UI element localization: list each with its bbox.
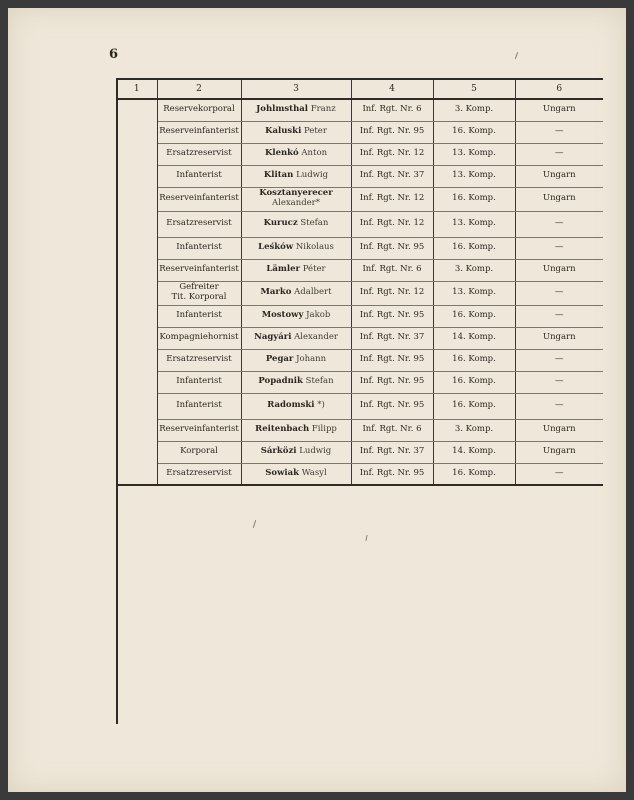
company-cell: 3. Komp. bbox=[433, 99, 515, 121]
unit-cell: Inf. Rgt. Nr. 37 bbox=[351, 327, 433, 349]
unit-cell: Inf. Rgt. Nr. 95 bbox=[351, 371, 433, 393]
table-row bbox=[117, 211, 603, 237]
rank-text: Reserveinfanterist bbox=[159, 424, 239, 435]
note-cell: — bbox=[515, 211, 603, 237]
unit-cell: Inf. Rgt. Nr. 95 bbox=[351, 393, 433, 419]
note-cell: Ungarn bbox=[515, 441, 603, 463]
casualty-table bbox=[117, 78, 603, 486]
given-name: Stefan bbox=[300, 218, 329, 229]
surname: Kaluski bbox=[265, 126, 302, 137]
header-row bbox=[117, 79, 603, 99]
note-cell: Ungarn bbox=[515, 165, 603, 187]
unit-cell: Inf. Rgt. Nr. 12 bbox=[351, 143, 433, 165]
given-name: Adalbert bbox=[294, 287, 332, 298]
rank-cell bbox=[157, 371, 241, 393]
surname: Klenkó bbox=[264, 148, 299, 159]
company-cell: 16. Komp. bbox=[433, 121, 515, 143]
surname: Kurucz bbox=[263, 218, 298, 229]
table-row bbox=[117, 143, 603, 165]
name-cell bbox=[241, 327, 351, 349]
rank-cell bbox=[157, 99, 241, 121]
rank-text: Infanterist bbox=[176, 310, 222, 321]
rank-cell bbox=[157, 463, 241, 485]
company-cell: 14. Komp. bbox=[433, 327, 515, 349]
surname: Johlmsthal bbox=[256, 104, 309, 115]
given-name: Wasyl bbox=[301, 467, 327, 478]
unit-cell: Inf. Rgt. Nr. 95 bbox=[351, 305, 433, 327]
company-cell: 16. Komp. bbox=[433, 349, 515, 371]
name-cell bbox=[241, 165, 351, 187]
company-cell: 13. Komp. bbox=[433, 281, 515, 305]
note-cell: Ungarn bbox=[515, 327, 603, 349]
table-row bbox=[117, 281, 603, 305]
surname: Pegar bbox=[265, 354, 294, 365]
surname: Kosztanyerecer bbox=[259, 188, 333, 199]
col-header-5: 5 bbox=[433, 79, 515, 99]
rank-text: Ersatzreservist bbox=[166, 218, 232, 229]
given-name: Alexander* bbox=[271, 198, 320, 208]
row-index-cell bbox=[117, 463, 157, 485]
table-row bbox=[117, 99, 603, 121]
surname: Radomski bbox=[267, 400, 315, 411]
company-cell: 14. Komp. bbox=[433, 441, 515, 463]
unit-cell: Inf. Rgt. Nr. 6 bbox=[351, 419, 433, 441]
surname: Reitenbach bbox=[255, 424, 310, 435]
name-cell bbox=[241, 99, 351, 121]
unit-cell: Inf. Rgt. Nr. 12 bbox=[351, 187, 433, 211]
given-name: Peter bbox=[304, 126, 327, 137]
unit-cell: Inf. Rgt. Nr. 95 bbox=[351, 463, 433, 485]
given-name: Ludwig bbox=[296, 170, 329, 181]
surname: Marko bbox=[260, 287, 292, 298]
rank-text: Reserveinfanterist bbox=[159, 193, 239, 204]
name-cell bbox=[241, 349, 351, 371]
rank-cell bbox=[157, 305, 241, 327]
table-row bbox=[117, 121, 603, 143]
given-name: Nikolaus bbox=[295, 242, 334, 253]
rank-cell bbox=[157, 237, 241, 259]
rank-text-line2: Tit. Korporal bbox=[171, 292, 227, 302]
rank-text: Ersatzreservist bbox=[166, 354, 232, 365]
table-row bbox=[117, 393, 603, 419]
surname: Sárközi bbox=[260, 446, 297, 457]
note-cell: — bbox=[515, 121, 603, 143]
rank-text: Korporal bbox=[180, 446, 218, 457]
company-cell: 16. Komp. bbox=[433, 393, 515, 419]
name-cell bbox=[241, 259, 351, 281]
company-cell: 13. Komp. bbox=[433, 165, 515, 187]
col-header-3: 3 bbox=[241, 79, 351, 99]
note-cell: Ungarn bbox=[515, 187, 603, 211]
surname: Nagyári bbox=[254, 332, 292, 343]
rank-cell bbox=[157, 349, 241, 371]
unit-cell: Inf. Rgt. Nr. 95 bbox=[351, 349, 433, 371]
rank-text: Ersatzreservist bbox=[166, 148, 232, 159]
rank-text: Reserveinfanterist bbox=[159, 264, 239, 275]
given-name: Alexander bbox=[294, 332, 338, 343]
row-index-cell bbox=[117, 165, 157, 187]
row-index-cell bbox=[117, 371, 157, 393]
unit-cell: Inf. Rgt. Nr. 6 bbox=[351, 259, 433, 281]
table-row bbox=[117, 327, 603, 349]
table-row bbox=[117, 187, 603, 211]
rank-cell bbox=[157, 327, 241, 349]
rank-cell bbox=[157, 393, 241, 419]
table-row bbox=[117, 419, 603, 441]
rank-cell bbox=[157, 259, 241, 281]
given-name: Anton bbox=[301, 148, 328, 159]
company-cell: 16. Komp. bbox=[433, 463, 515, 485]
ink-mark bbox=[253, 520, 256, 528]
rank-cell bbox=[157, 165, 241, 187]
surname: Sowiak bbox=[265, 467, 300, 478]
name-cell bbox=[241, 393, 351, 419]
surname: Mostowy bbox=[261, 310, 304, 321]
name-cell bbox=[241, 237, 351, 259]
note-cell: — bbox=[515, 393, 603, 419]
given-name: *) bbox=[317, 400, 325, 411]
row-index-cell bbox=[117, 187, 157, 211]
name-cell bbox=[241, 441, 351, 463]
name-cell bbox=[241, 121, 351, 143]
row-index-cell bbox=[117, 237, 157, 259]
rank-cell bbox=[157, 419, 241, 441]
table-row bbox=[117, 259, 603, 281]
surname: Lämler bbox=[266, 264, 300, 275]
rank-text: Reservekorporal bbox=[163, 104, 235, 115]
rank-text: Infanterist bbox=[176, 170, 222, 181]
col-header-2: 2 bbox=[157, 79, 241, 99]
company-cell: 16. Komp. bbox=[433, 237, 515, 259]
note-cell: — bbox=[515, 237, 603, 259]
unit-cell: Inf. Rgt. Nr. 37 bbox=[351, 441, 433, 463]
rank-text: Infanterist bbox=[176, 242, 222, 253]
given-name: Ludwig bbox=[299, 446, 332, 457]
name-cell bbox=[241, 281, 351, 305]
rank-cell bbox=[157, 281, 241, 305]
company-cell: 16. Komp. bbox=[433, 305, 515, 327]
rank-cell bbox=[157, 121, 241, 143]
row-index-cell bbox=[117, 121, 157, 143]
col-header-1: 1 bbox=[117, 79, 157, 99]
surname: Klitan bbox=[263, 170, 294, 181]
surname: Popadnik bbox=[258, 376, 303, 387]
name-cell bbox=[241, 143, 351, 165]
unit-cell: Inf. Rgt. Nr. 95 bbox=[351, 121, 433, 143]
note-cell: — bbox=[515, 281, 603, 305]
given-name: Jakob bbox=[306, 310, 331, 321]
note-cell: — bbox=[515, 143, 603, 165]
company-cell: 3. Komp. bbox=[433, 419, 515, 441]
name-cell bbox=[241, 187, 351, 211]
ink-mark bbox=[365, 535, 367, 541]
rank-text: Reserveinfanterist bbox=[159, 126, 239, 137]
rank-text: Infanterist bbox=[176, 400, 222, 411]
given-name: Filipp bbox=[311, 424, 337, 435]
rank-text: Kompagniehornist bbox=[159, 332, 239, 343]
row-index-cell bbox=[117, 99, 157, 121]
name-cell bbox=[241, 419, 351, 441]
row-index-cell bbox=[117, 441, 157, 463]
note-cell: — bbox=[515, 371, 603, 393]
rank-text: Ersatzreservist bbox=[166, 467, 232, 478]
table-row bbox=[117, 305, 603, 327]
col-header-6: 6 bbox=[515, 79, 603, 99]
ink-mark bbox=[515, 52, 518, 59]
table-row bbox=[117, 441, 603, 463]
rank-text: Infanterist bbox=[176, 376, 222, 387]
row-index-cell bbox=[117, 419, 157, 441]
company-cell: 16. Komp. bbox=[433, 371, 515, 393]
row-index-cell bbox=[117, 305, 157, 327]
col-header-4: 4 bbox=[351, 79, 433, 99]
row-index-cell bbox=[117, 349, 157, 371]
rank-text: Gefreiter bbox=[179, 282, 219, 293]
note-cell: — bbox=[515, 349, 603, 371]
company-cell: 16. Komp. bbox=[433, 187, 515, 211]
name-cell bbox=[241, 211, 351, 237]
rank-cell bbox=[157, 143, 241, 165]
unit-cell: Inf. Rgt. Nr. 95 bbox=[351, 237, 433, 259]
rank-cell bbox=[157, 441, 241, 463]
row-index-cell bbox=[117, 281, 157, 305]
row-index-cell bbox=[117, 211, 157, 237]
given-name: Johann bbox=[296, 354, 327, 365]
note-cell: — bbox=[515, 305, 603, 327]
given-name: Péter bbox=[302, 264, 326, 275]
unit-cell: Inf. Rgt. Nr. 37 bbox=[351, 165, 433, 187]
company-cell: 13. Komp. bbox=[433, 211, 515, 237]
note-cell: Ungarn bbox=[515, 99, 603, 121]
document-sheet bbox=[8, 8, 626, 792]
given-name: Stefan bbox=[305, 376, 334, 387]
name-cell bbox=[241, 371, 351, 393]
page-number: 6 bbox=[109, 47, 119, 62]
note-cell: — bbox=[555, 467, 564, 478]
company-cell: 3. Komp. bbox=[433, 259, 515, 281]
unit-cell: Inf. Rgt. Nr. 12 bbox=[351, 211, 433, 237]
company-cell: 13. Komp. bbox=[433, 143, 515, 165]
rank-cell bbox=[157, 187, 241, 211]
unit-cell: Inf. Rgt. Nr. 12 bbox=[351, 281, 433, 305]
rank-cell bbox=[157, 211, 241, 237]
row-index-cell bbox=[117, 393, 157, 419]
row-index-cell bbox=[117, 143, 157, 165]
table-row bbox=[117, 371, 603, 393]
note-cell: Ungarn bbox=[515, 419, 603, 441]
name-cell bbox=[241, 305, 351, 327]
table-row bbox=[117, 349, 603, 371]
table-body bbox=[117, 99, 603, 485]
unit-cell: Inf. Rgt. Nr. 6 bbox=[351, 99, 433, 121]
table-row bbox=[117, 237, 603, 259]
table-row bbox=[117, 165, 603, 187]
note-cell: Ungarn bbox=[515, 259, 603, 281]
table-row bbox=[117, 463, 603, 485]
row-index-cell bbox=[117, 327, 157, 349]
name-cell bbox=[241, 463, 351, 485]
surname: Leśków bbox=[258, 242, 294, 253]
row-index-cell bbox=[117, 259, 157, 281]
given-name: Franz bbox=[310, 104, 336, 115]
